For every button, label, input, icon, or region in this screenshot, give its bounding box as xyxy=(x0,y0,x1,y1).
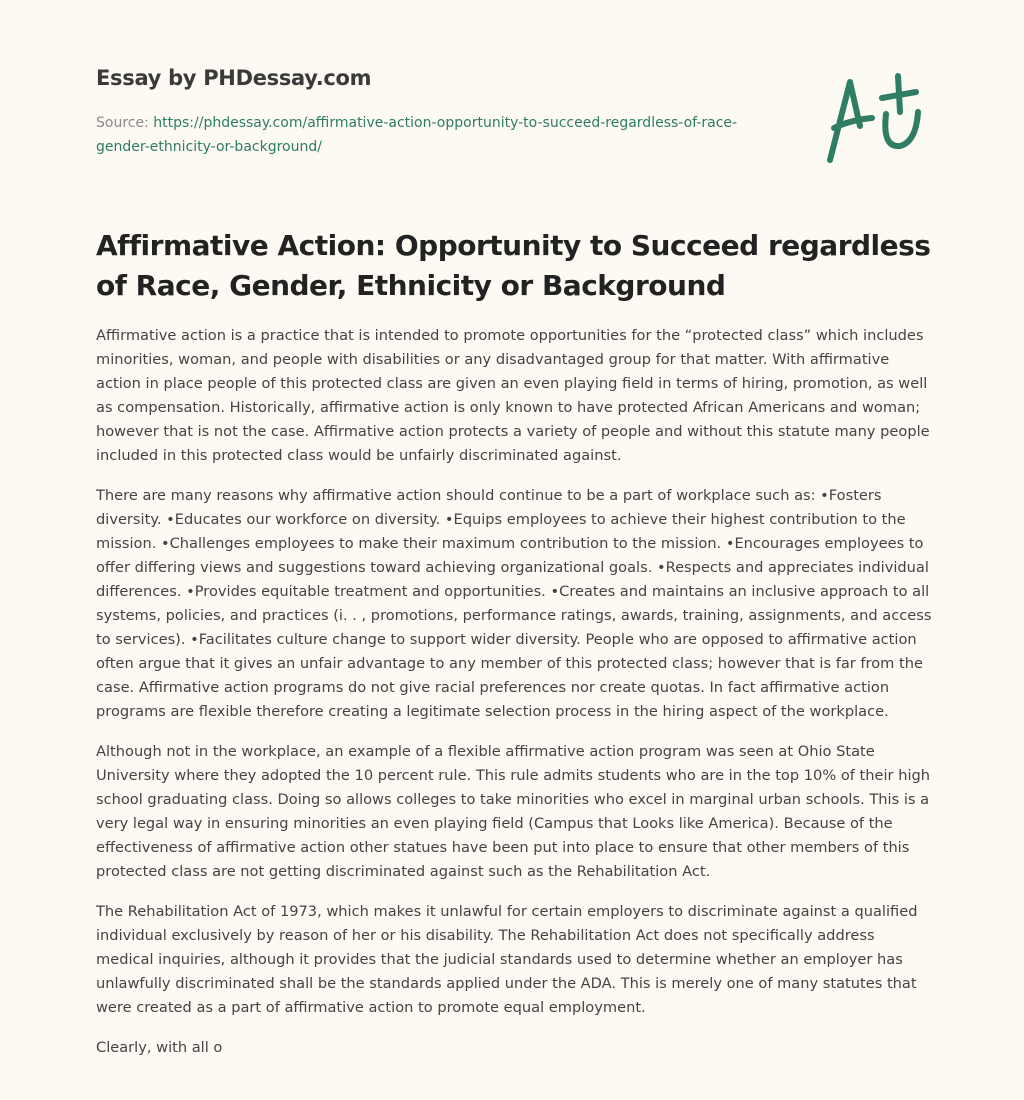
essay-title: Affirmative Action: Opportunity to Succeed regardless of Race, Gender, Ethnicity or Background xyxy=(96,229,931,302)
paragraph: Clearly, with all o xyxy=(96,1039,223,1056)
paragraph: The Rehabilitation Act of 1973, which makes it unlawful for certain employers to discriminate against a qualified individual exclusively by reason of her or his disability. The Rehabilitation Act does not specifically address medical inquiries, although it provides that the judicial standards used to determine whether an employer has unlawfully discriminated shall be the standards applied under the ADA. This is merely one of many statutes that were created as a part of affirmative action to promote equal employment. xyxy=(96,903,918,1016)
a-plus-logo-icon xyxy=(820,68,930,168)
essay-body xyxy=(96,324,932,1076)
site-brand: Essay by PHDessay.com xyxy=(96,66,372,90)
source-link[interactable]: https://phdessay.com/affirmative-action-opportunity-to-succeed-regardless-of-race-gender-ethnicity-or-background/ xyxy=(96,115,738,155)
paragraph: Although not in the workplace, an example of a flexible affirmative action program was seen at Ohio State University where they adopted the 10 percent rule. This rule admits students who are in the top 10% of their high school graduating class. Doing so allows colleges to take minorities who excel in marginal urban schools. This is a very legal way in ensuring minorities an even playing field (Campus that Looks like America). Because of the effectiveness of affirmative action other statues have been put into place to ensure that other members of this protected class are not getting discriminated against such as the Rehabilitation Act. xyxy=(96,743,931,880)
paragraph: Affirmative action is a practice that is intended to promote opportunities for the “protected class” which includes minorities, woman, and people with disabilities or any disadvantaged group for that matter. With affirmative action in place people of this protected class are given an even playing field in terms of hiring, promotion, as well as compensation. Historically, affirmative action is only known to have protected African Americans and woman; however that is not the case. Affirmative action protects a variety of people and without this statute many people included in this protected class would be unfairly discriminated against. xyxy=(96,327,930,464)
source-line xyxy=(96,111,776,159)
source-label: Source: xyxy=(96,115,149,131)
paragraph: There are many reasons why affirmative action should continue to be a part of workplace such as: •Fosters diversity. •Educates our workforce on diversity. •Equips employees to achieve their highest contribution to the mission. •Challenges employees to make their maximum contribution to the mission. •Encourages employees to offer differing views and suggestions toward achieving organizational goals. •Respects and appreciates individual differences. •Provides equitable treatment and opportunities. •Creates and maintains an inclusive approach to all systems, policies, and practices (i. . , promotions, performance ratings, awards, training, assignments, and access to services). •Facilitates culture change to support wider diversity. People who are opposed to affirmative action often argue that it gives an unfair advantage to any member of this protected class; however that is far from the case. Affirmative action programs do not give racial preferences nor create quotas. In fact affirmative action programs are flexible therefore creating a legitimate selection process in the hiring aspect of the workplace. xyxy=(96,487,932,720)
